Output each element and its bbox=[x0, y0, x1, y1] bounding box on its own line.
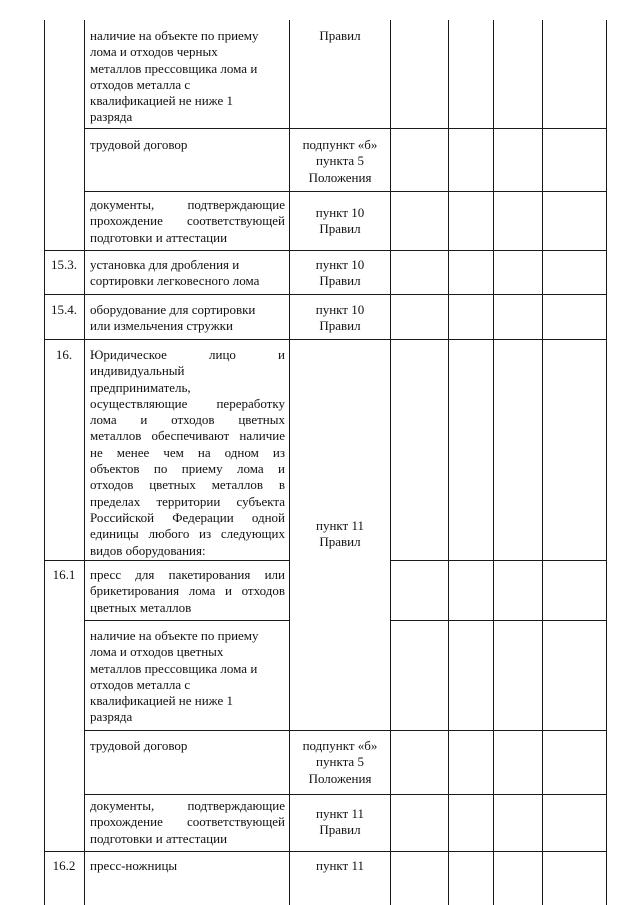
requirement-text: наличие на объекте по приему лома и отходов черных металлов прессовщика лома и отходов металла с квалификацией не ниже 1 разряда bbox=[90, 28, 259, 125]
requirement-text: Юридическое лицо и индивидуальный предприниматель, осуществляющие переработку лома и отходов цветных металлов обеспечивают наличие не менее чем на одном из объектов по приему лома и отходов цветных металлов в пределах территории субъекта Российской Федерации одной единицы любого из следующих видов оборудования: bbox=[90, 347, 285, 558]
reference-text: подпункт «б» пункта 5 Положения bbox=[302, 137, 378, 185]
reference-text: пункт 10 Правил bbox=[315, 205, 365, 237]
requirement-text: пресс-ножницы bbox=[90, 858, 178, 873]
row-number: 16. bbox=[55, 347, 73, 362]
requirement-text: документы, подтверждающие прохождение соответствующей подготовки и аттестации bbox=[90, 197, 285, 245]
reference-text: Правил bbox=[319, 28, 361, 43]
requirement-text: документы, подтверждающие прохождение соответствующей подготовки и аттестации bbox=[90, 798, 285, 846]
reference-text: пункт 11 bbox=[315, 858, 364, 873]
requirement-text: трудовой договор bbox=[90, 137, 188, 152]
requirement-text: оборудование для сортировки или измельчения стружки bbox=[90, 302, 256, 334]
reference-text: пункт 11 Правил bbox=[315, 518, 364, 550]
row-number: 15.3. bbox=[51, 257, 77, 272]
reference-text: подпункт «б» пункта 5 Положения bbox=[302, 738, 378, 786]
row-number: 15.4. bbox=[51, 302, 77, 317]
requirement-text: пресс для пакетирования или брикетирования лома и отходов цветных металлов bbox=[90, 567, 285, 615]
reference-text: пункт 10 Правил bbox=[315, 302, 365, 334]
reference-text: пункт 10 Правил bbox=[315, 257, 365, 289]
requirement-text: установка для дробления и сортировки легковесного лома bbox=[90, 257, 260, 289]
requirement-text: наличие на объекте по приему лома и отходов цветных металлов прессовщика лома и отходов металла с квалификацией не ниже 1 разряда bbox=[90, 628, 259, 725]
row-number: 16.1 bbox=[52, 567, 76, 582]
reference-text: пункт 11 Правил bbox=[315, 806, 364, 838]
row-number: 16.2 bbox=[52, 858, 76, 873]
requirement-text: трудовой договор bbox=[90, 738, 188, 753]
